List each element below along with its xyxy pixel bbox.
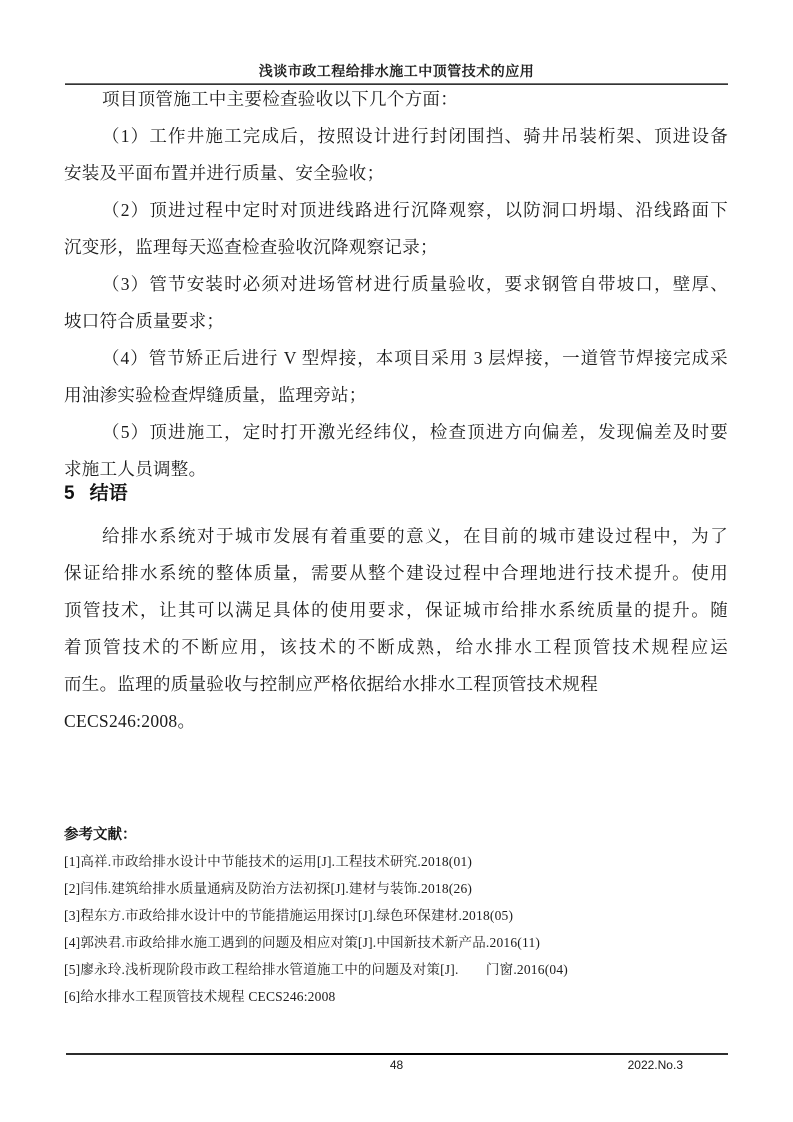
paragraph-line: （4）管节矫正后进行 V 型焊接，本项目采用 3 层焊接，一道管节焊接完成采	[102, 348, 728, 368]
paragraph-line: （2）顶进过程中定时对顶进线路进行沉降观察，以防洞口坍塌、沿线路面下	[102, 200, 728, 220]
paragraph-line: 着顶管技术的不断应用，该技术的不断成熟，给水排水工程顶管技术规程应运	[64, 637, 728, 657]
reference-item: [1]高祥.市政给排水设计中节能技术的运用[J].工程技术研究.2018(01)	[64, 854, 473, 869]
paragraph-line: 顶管技术，让其可以满足具体的使用要求，保证城市给排水系统质量的提升。随	[64, 600, 728, 620]
paragraph-line: 坡口符合质量要求；	[64, 311, 225, 331]
paragraph-line: 用油渗实验检查焊缝质量，监理旁站；	[64, 385, 367, 405]
conclusion-section	[64, 518, 728, 740]
paragraph-line: 求施工人员调整。	[64, 459, 207, 479]
reference-item: [6]给水排水工程顶管技术规程 CECS246:2008	[64, 989, 336, 1004]
reference-item: [2]闫伟.建筑给排水质量通病及防治方法初探[J].建材与装饰.2018(26)	[64, 881, 473, 896]
paragraph-line: （3）管节安装时必须对进场管材进行质量验收，要求钢管自带坡口，壁厚、	[102, 274, 728, 294]
page-number: 48	[389, 1058, 404, 1072]
reference-item: [5]廖永玲.浅析现阶段市政工程给排水管道施工中的问题及对策[J]. 门窗.2016(04)	[64, 962, 569, 977]
paragraph-line: 安装及平面布置并进行质量、安全验收；	[64, 163, 385, 183]
paragraph-line: 项目顶管施工中主要检查验收以下几个方面：	[102, 89, 458, 109]
paragraph-line: 沉变形，监理每天巡查检查验收沉降观察记录；	[64, 237, 438, 257]
section-title: 结语	[89, 483, 128, 504]
section-heading-conclusion	[64, 479, 128, 509]
paragraph-line: 而生。监理的质量验收与控制应严格依据给水排水工程顶管技术规程	[64, 674, 598, 694]
paragraph-line: （5）顶进施工，定时打开激光经纬仪，检查顶进方向偏差，发现偏差及时要	[102, 422, 728, 442]
paragraph-line: 保证给排水系统的整体质量，需要从整个建设过程中合理地进行技术提升。使用	[64, 563, 728, 583]
section-number: 5	[64, 483, 75, 504]
footer-rule	[66, 1053, 728, 1055]
paragraph-line: CECS246:2008。	[64, 711, 196, 731]
reference-item: [3]程东方.市政给排水设计中的节能措施运用探讨[J].绿色环保建材.2018(05)	[64, 908, 514, 923]
references-heading: 参考文献：	[64, 827, 137, 843]
checklist-section	[64, 81, 728, 488]
issue-label: 2022.No.3	[627, 1058, 683, 1072]
reference-item: [4]郭泱君.市政给排水施工遇到的问题及相应对策[J].中国新技术新产品.2016(11)	[64, 935, 541, 950]
references-list	[64, 848, 728, 1010]
paragraph-line: （1）工作井施工完成后，按照设计进行封闭围挡、骑井吊装桁架、顶进设备	[102, 126, 728, 146]
running-title: 浅谈市政工程给排水施工中顶管技术的应用	[258, 63, 535, 79]
paragraph-line: 给排水系统对于城市发展有着重要的意义，在目前的城市建设过程中，为了	[102, 526, 728, 546]
